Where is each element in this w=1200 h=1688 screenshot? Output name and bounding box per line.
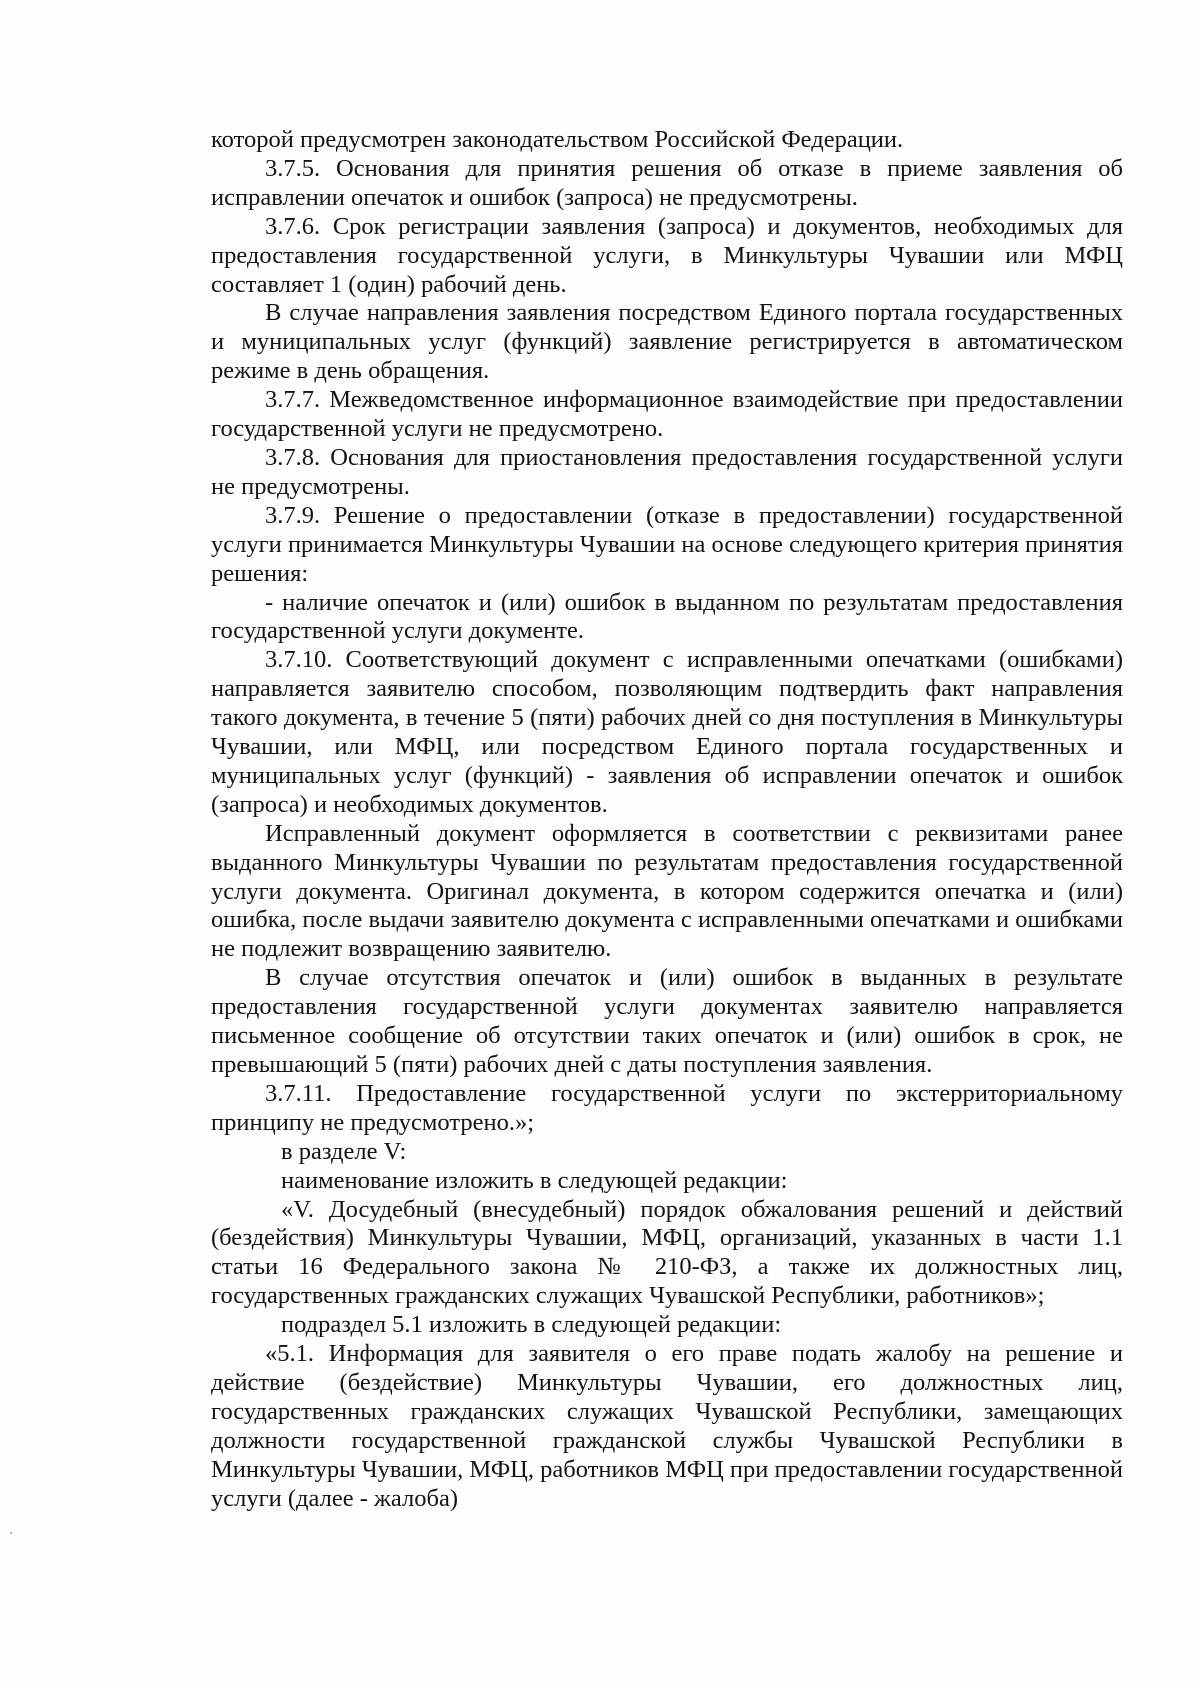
paragraph-epgu-registration: В случае направления заявления посредством Единого портала государственных и муниципальных услуг (функций) заявление регистрируется в автоматическом режиме в день обращения. [211, 299, 1123, 385]
scan-speck [10, 1532, 12, 1534]
paragraph-subsection-instruction: подраздел 5.1 изложить в следующей редакции: [281, 1311, 782, 1339]
paragraph-3-7-8: 3.7.8. Основания для приостановления предоставления государственной услуги не предусмотрены. [211, 443, 1123, 500]
paragraph-3-7-9: 3.7.9. Решение о предоставлении (отказе в предоставлении) государственной услуги принимается Минкультуры Чувашии на основе следующего критерия принятия решения: [211, 501, 1123, 587]
paragraph-section-v-title: «V. Досудебный (внесудебный) порядок обжалования решений и действий (бездействия) Минкультуры Чувашии, МФЦ, организаций, указанных в части 1.1 статьи 16 Федерального закона № 210-ФЗ, а также их должностных лиц, государственных гражданских служащих Чувашской Республики, работников»; [211, 1195, 1123, 1310]
paragraph-corrected-document: Исправленный документ оформляется в соответствии с реквизитами ранее выданного Минкультуры Чувашии по результатам предоставления государственной услуги документа. Оригинал документа, в котором содержится опечатка и (или) ошибка, после выдачи заявителю документа с исправленными опечатками и ошибками не подлежит возвращению заявителю. [211, 819, 1123, 963]
paragraph-3-7-10: 3.7.10. Соответствующий документ с исправленными опечатками (ошибками) направляется заявителю способом, позволяющим подтвердить факт направления такого документа, в течение 5 (пяти) рабочих дней со дня поступления в Минкультуры Чувашии, или МФЦ, или посредством Единого портала государственных и муниципальных услуг (функций) - заявления об исправлении опечаток и ошибок (запроса) и необходимых документов. [211, 646, 1123, 818]
paragraph-continuation: которой предусмотрен законодательством Российской Федерации. [211, 126, 904, 153]
paragraph-criterion-item: - наличие опечаток и (или) ошибок в выданном по результатам предоставления государственной услуги документе. [211, 588, 1123, 645]
paragraph-3-7-5: 3.7.5. Основания для принятия решения об отказе в приеме заявления об исправлении опечаток и ошибок (запроса) не предусмотрены. [211, 154, 1123, 211]
paragraph-title-instruction: наименование изложить в следующей редакции: [281, 1166, 788, 1194]
paragraph-section-v: в разделе V: [281, 1137, 407, 1165]
paragraph-3-7-11: 3.7.11. Предоставление государственной услуги по экстерриториальному принципу не предусмотрено.»; [211, 1079, 1123, 1136]
document-body [211, 126, 1123, 1514]
paragraph-no-errors-case: В случае отсутствия опечаток и (или) ошибок в выданных в результате предоставления государственной услуги документах заявителю направляется письменное сообщение об отсутствии таких опечаток и (или) ошибок в срок, не превышающий 5 (пяти) рабочих дней с даты поступления заявления. [211, 964, 1123, 1078]
paragraph-5-1: «5.1. Информация для заявителя о его праве подать жалобу на решение и действие (бездействие) Минкультуры Чувашии, его должностных лиц, государственных гражданских служащих Чувашской Республики, замещающих должности государственной гражданской службы Чувашской Республики в Минкультуры Чувашии, МФЦ, работников МФЦ при предоставлении государственной услуги (далее - жалоба) [211, 1340, 1123, 1512]
paragraph-3-7-6: 3.7.6. Срок регистрации заявления (запроса) и документов, необходимых для предоставления государственной услуги, в Минкультуры Чувашии или МФЦ составляет 1 (один) рабочий день. [211, 212, 1123, 298]
paragraph-3-7-7: 3.7.7. Межведомственное информационное взаимодействие при предоставлении государственной услуги не предусмотрено. [211, 386, 1123, 443]
